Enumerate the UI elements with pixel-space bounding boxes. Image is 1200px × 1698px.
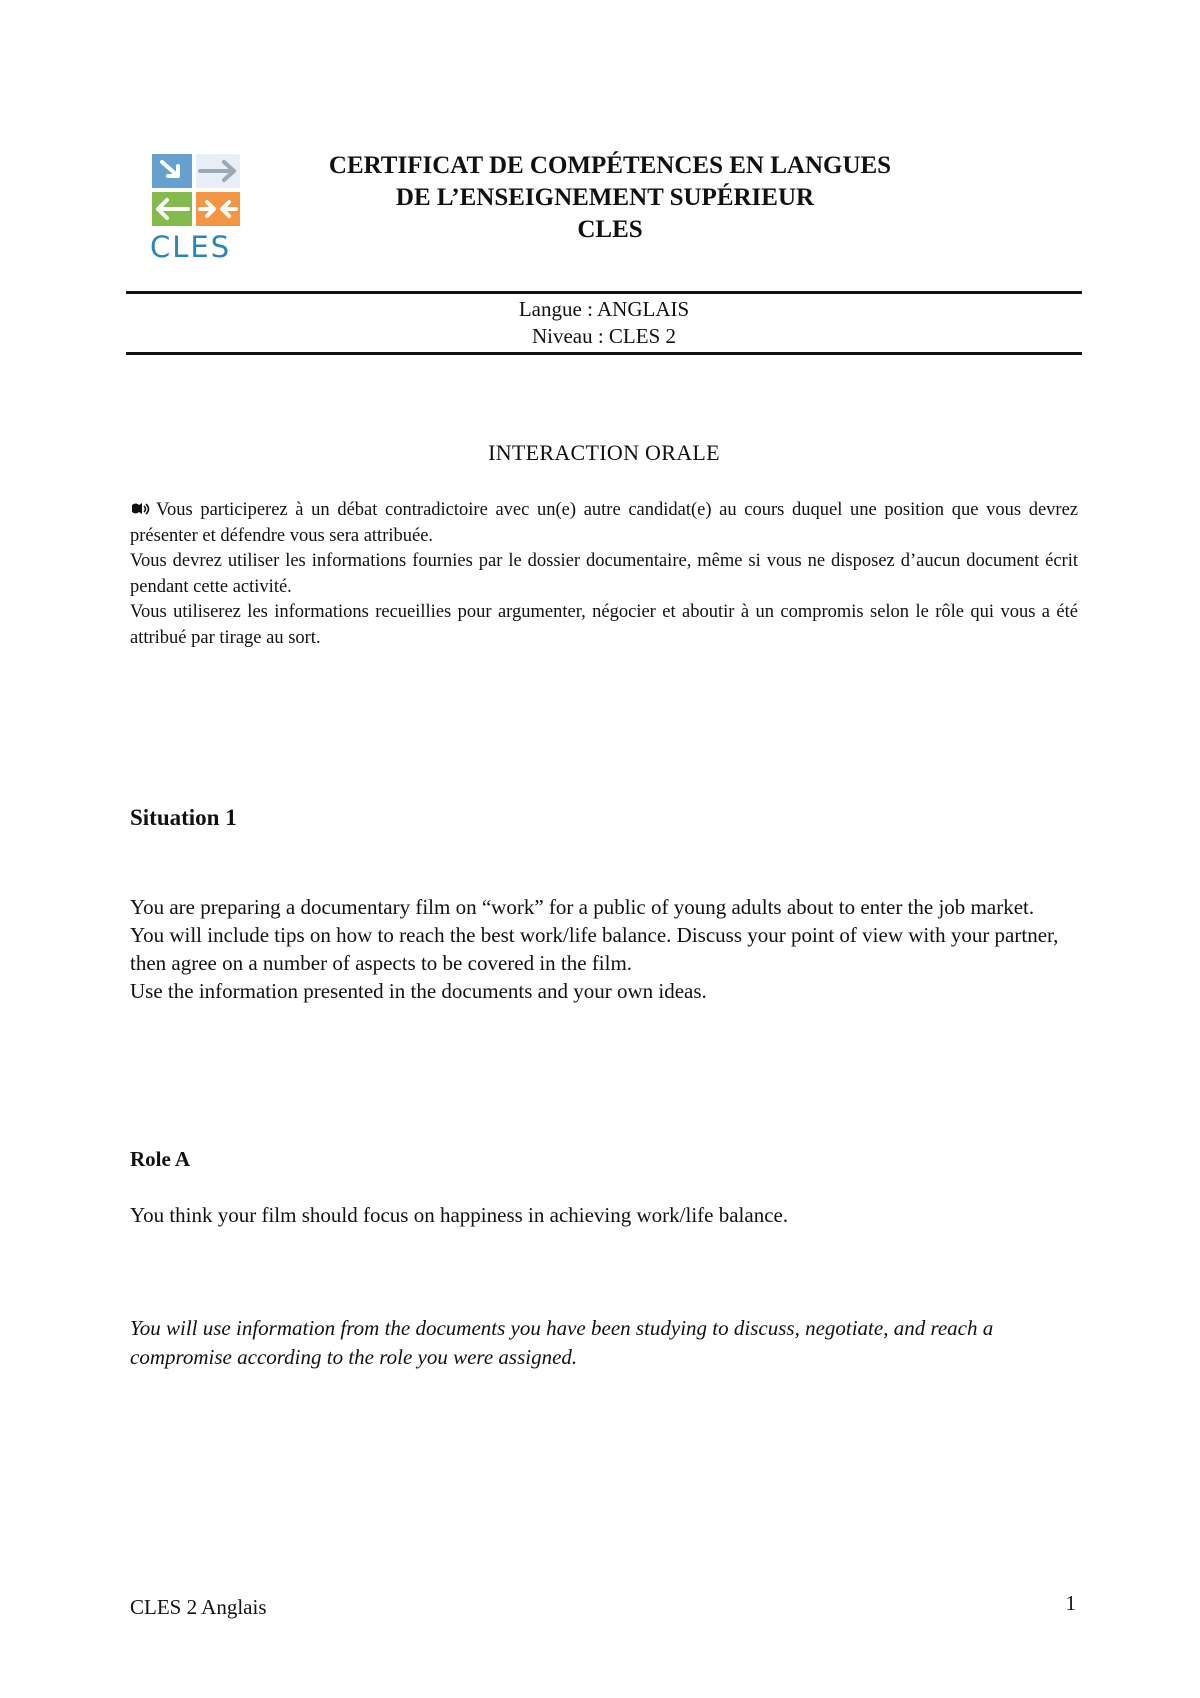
role-note: You will use information from the documents you have been studying to discuss, negotiate, and reach a compromise according to the role you were assigned.	[130, 1316, 994, 1369]
language-label: Langue : ANGLAIS	[518, 297, 690, 321]
instruction-paragraph-2: Vous devrez utiliser les informations fournies par le dossier documentaire, même si vous ne disposez d’aucun document écrit pendant cette activité.	[130, 551, 1078, 597]
level-label: Niveau : CLES 2	[531, 324, 677, 348]
cles-logo-graphic	[150, 152, 246, 228]
title-line-2: DE L’ENSEIGNEMENT SUPÉRIEUR	[395, 184, 815, 211]
situation-body	[130, 893, 1080, 1005]
top-rule	[126, 291, 1082, 294]
situation-paragraph-2: You will include tips on how to reach the best work/life balance. Discuss your point of view with your partner, then agree on a number of aspects to be covered in the film.	[130, 923, 1059, 975]
instruction-text-1: Vous participerez à un débat contradictoire avec un(e) autre candidat(e) au cours duquel une position que vous devrez présenter et défendre vous sera attribuée.	[130, 500, 1078, 546]
language-level-box	[126, 296, 1082, 350]
situation-paragraph-3: Use the information presented in the documents and your own ideas.	[130, 979, 707, 1003]
instruction-paragraph-3: Vous utiliserez les informations recueillies pour argumenter, négocier et aboutir à un compromis selon le rôle qui vous a été attribué par tirage au sort.	[130, 602, 1078, 648]
role-body: You think your film should focus on happiness in achieving work/life balance.	[130, 1203, 789, 1227]
situation-title: Situation 1	[130, 805, 237, 830]
cles-logo	[150, 152, 246, 264]
section-heading: INTERACTION ORALE	[488, 440, 720, 465]
page-number: 1	[1065, 1591, 1076, 1615]
role-title: Role A	[130, 1147, 191, 1171]
speaker-icon	[130, 500, 152, 516]
certificate-title	[260, 150, 960, 246]
instructions	[130, 498, 1078, 651]
situation-paragraph-1: You are preparing a documentary film on “work” for a public of young adults about to enter the job market.	[130, 895, 1035, 919]
footer-label: CLES 2 Anglais	[130, 1595, 267, 1619]
title-line-3: CLES	[577, 216, 643, 243]
bottom-rule	[126, 352, 1082, 355]
title-line-1: CERTIFICAT DE COMPÉTENCES EN LANGUES	[328, 152, 892, 179]
logo-text: CLES	[150, 230, 232, 264]
instruction-paragraph-1	[130, 498, 1078, 549]
